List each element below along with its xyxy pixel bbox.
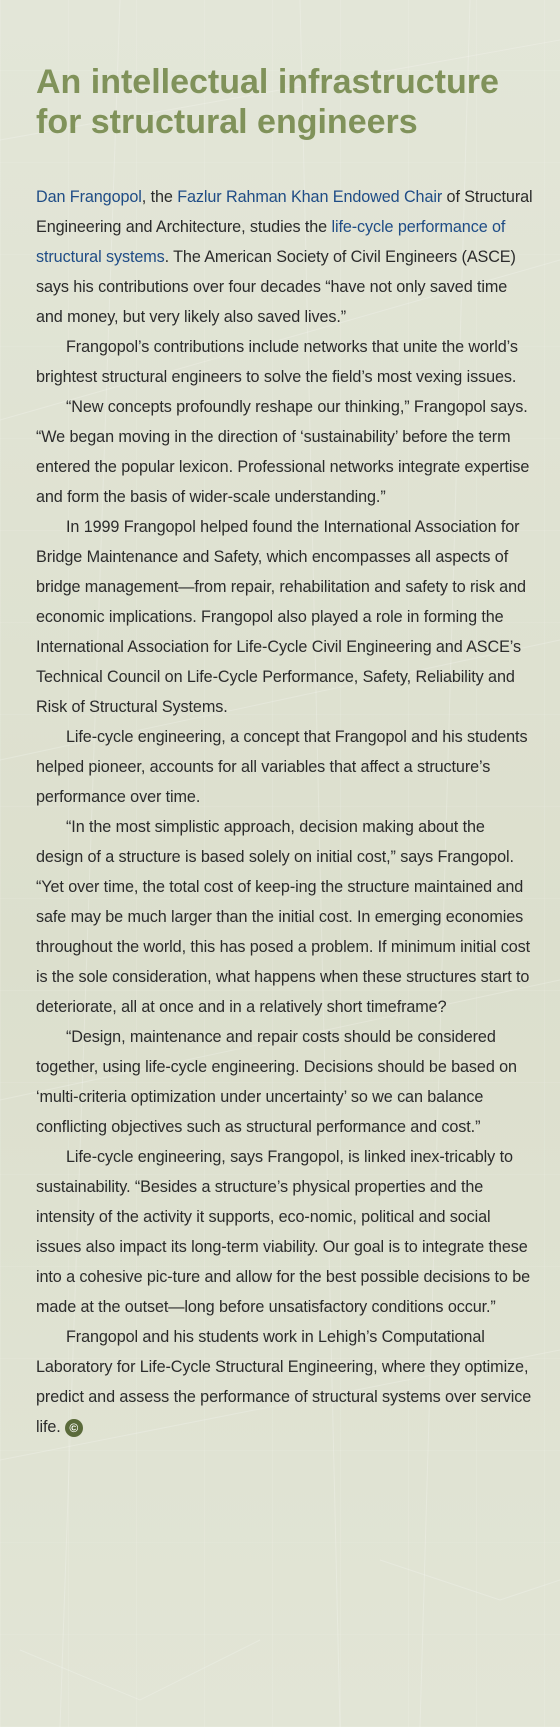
body-paragraph: “New concepts profoundly reshape our thinking,” Frangopol says. “We began moving in the direction of ‘sustainability’ before the term entered the popular lexicon. Professional networks integrate expertise and form the basis of wider-scale understanding.” [36, 398, 530, 506]
closing-text: Frangopol and his students work in Lehigh’s Computational Laboratory for Life-Cycle Structural Engineering, where they optimize, predict and assess the performance of structural systems over service life. [36, 1328, 532, 1436]
chair-link[interactable]: Fazlur Rahman Khan Endowed Chair [177, 188, 443, 206]
body-paragraph: Frangopol’s contributions include networks that unite the world’s brightest structural engineers to solve the field’s most vexing issues. [36, 338, 518, 386]
intro-text-3: . The American Society of Civil Engineers (ASCE) says his contributions over four decades “have not only saved time and money, but very likely also saved lives.” [36, 248, 516, 326]
article-body [36, 182, 536, 1442]
body-paragraph: Life-cycle engineering, says Frangopol, is linked inex-tricably to sustainability. “Besides a structure’s physical properties and the intensity of the activity it supports, eco-nomic, political and social issues also impact its long-term viability. Our goal is to integrate these into a cohesive pic-ture and allow for the best possible decisions to be made at the outset—long before unsatisfactory conditions occur.” [36, 1148, 531, 1316]
intro-paragraph [36, 182, 536, 332]
topic-link[interactable]: life-cycle performance of structural systems [36, 218, 506, 266]
body-paragraph: In 1999 Frangopol helped found the International Association for Bridge Maintenance and Safety, which encompasses all aspects of bridge management—from repair, rehabilitation and safety to risk and economic implications. Frangopol also played a role in forming the International Association for Life-Cycle Civil Engineering and ASCE’s Technical Council on Life-Cycle Performance, Safety, Reliability and Risk of Structural Systems. [36, 518, 526, 716]
intro-text-2: of Structural Engineering and Architecture, studies the [36, 188, 533, 236]
end-mark-icon: © [65, 1419, 83, 1437]
body-paragraph: Life-cycle engineering, a concept that Frangopol and his students helped pioneer, accounts for all variables that affect a structure’s performance over time. [36, 728, 528, 806]
name-link[interactable]: Dan Frangopol [36, 188, 142, 206]
article-title: An intellectual infrastructure for structural engineers [36, 63, 499, 141]
body-paragraph: “Design, maintenance and repair costs should be considered together, using life-cycle engineering. Decisions should be based on ‘multi-criteria optimization under uncertainty’ so we can balance conflicting objectives such as structural performance and cost.” [36, 1028, 517, 1136]
body-paragraph: “In the most simplistic approach, decision making about the design of a structure is based solely on initial cost,” says Frangopol. “Yet over time, the total cost of keep-ing the structure maintained and safe may be much larger than the initial cost. In emerging economies throughout the world, this has posed a problem. If minimum initial cost is the sole consideration, what happens when these structures start to deteriorate, all at once and in a relatively short timeframe? [36, 818, 531, 1016]
intro-text-1: , the [141, 188, 178, 206]
closing-paragraph [36, 1322, 536, 1442]
